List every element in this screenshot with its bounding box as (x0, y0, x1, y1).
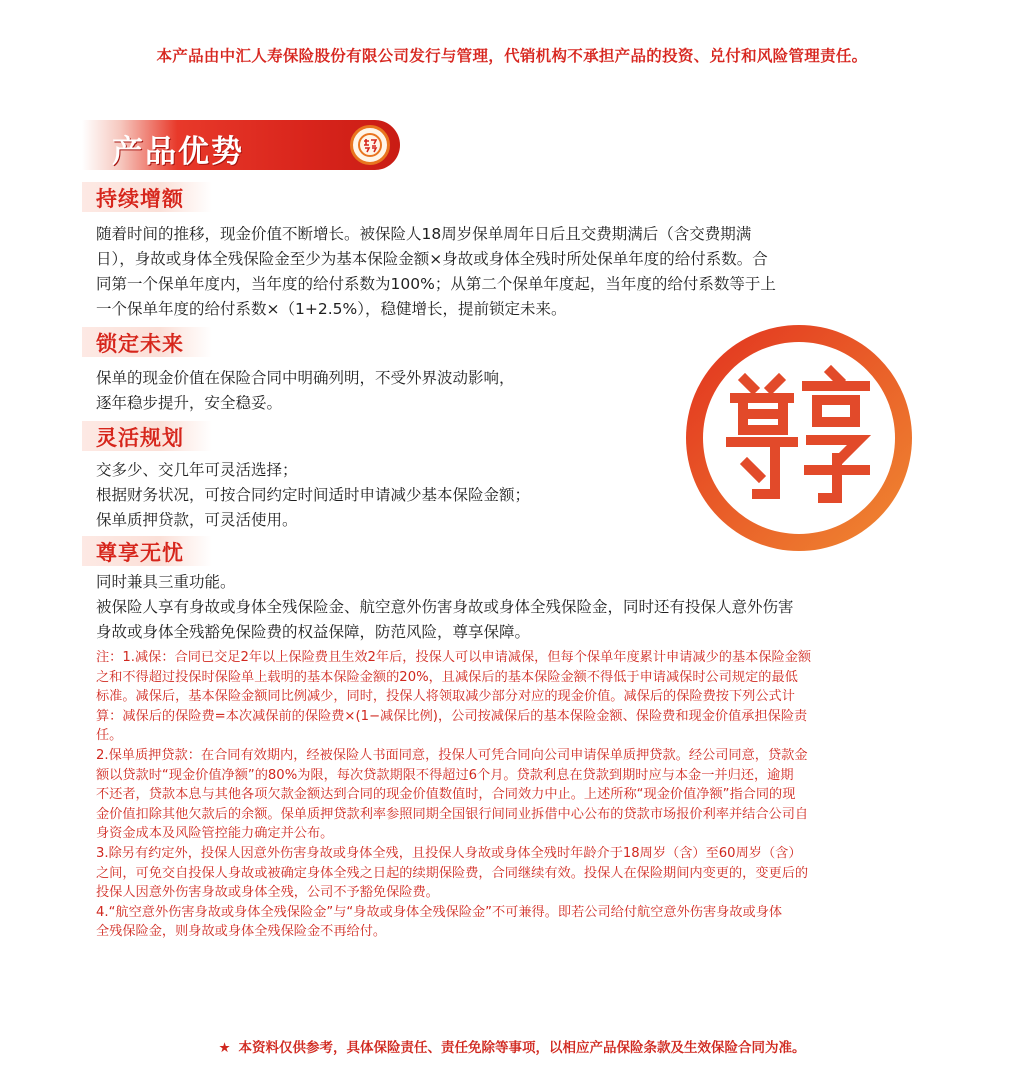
section-body-1 (96, 222, 926, 322)
text-line: 逐年稳步提升，安全稳妥。 (96, 394, 283, 412)
section-heading-3 (82, 421, 212, 451)
note-line: 额以贷款时“现金价值净额”的80%为限，每次贷款期限不得超过6个月。贷款利息在贷款到期时应与本金一并归还，逾期 (96, 767, 794, 783)
section-heading-text: 持续增额 (96, 187, 184, 211)
seal-badge-icon (350, 125, 390, 165)
text-line: 同第一个保单年度内，当年度的给付系数为100%；从第二个保单年度起，当年度的给付系数等于上 (96, 275, 776, 293)
text-line: 一个保单年度的给付系数×（1+2.5%），稳健增长，提前锁定未来。 (96, 300, 567, 318)
footer-disclaimer (0, 1036, 1024, 1056)
section-heading-1 (82, 182, 212, 212)
text-line: 身故或身体全残豁免保险费的权益保障，防范风险，尊享保障。 (96, 623, 531, 641)
section-banner (82, 120, 400, 170)
section-heading-2 (82, 327, 212, 357)
text-line: 被保险人享有身故或身体全残保险金、航空意外伤害身故或身体全残保险金，同时还有投保人意外伤害 (96, 598, 794, 616)
note-line: 3.除另有约定外，投保人因意外伤害身故或身体全残，且投保人身故或身体全残时年龄介于18周岁（含）至60周岁（含） (96, 845, 802, 861)
text-line: 随着时间的推移，现金价值不断增长。被保险人18周岁保单周年日后且交费期满后（含交费期满 (96, 225, 752, 243)
text-line: 同时兼具三重功能。 (96, 573, 236, 591)
note-line: 算：减保后的保险费=本次减保前的保险费×(1−减保比例)，公司按减保后的基本保险金额、保险费和现金价值承担保险责 (96, 708, 808, 724)
note-line: 投保人因意外伤害身故或身体全残，公司不予豁免保险费。 (96, 885, 439, 901)
section-heading-text: 尊享无忧 (96, 541, 184, 565)
star-icon: ★ (218, 1040, 231, 1056)
note-line: 全残保险金，则身故或身体全残保险金不再给付。 (96, 924, 387, 940)
note-line: 4.“航空意外伤害身故或身体全残保险金”与“身故或身体全残保险金”不可兼得。即若公司给付航空意外伤害身故或身体 (96, 904, 783, 920)
note-line: 身资金成本及风险管控能力确定并公布。 (96, 826, 334, 842)
seal-zunxiang-icon (683, 322, 915, 554)
top-disclaimer: 本产品由中汇人寿保险股份有限公司发行与管理，代销机构不承担产品的投资、兑付和风险管理责任。 (156, 47, 868, 65)
section-heading-4 (82, 536, 212, 566)
note-line: 标准。减保后，基本保险金额同比例减少，同时，投保人将领取减少部分对应的现金价值。减保后的保险费按下列公式计 (96, 689, 795, 705)
text-line: 保单质押贷款，可灵活使用。 (96, 511, 298, 529)
note-line: 之间，可免交自投保人身故或被确定身体全残之日起的续期保险费，合同继续有效。投保人在保险期间内变更的，变更后的 (96, 865, 809, 881)
section-body-4 (96, 570, 926, 645)
note-line: 注：1.减保：合同已交足2年以上保险费且生效2年后，投保人可以申请减保，但每个保单年度累计申请减少的基本保险金额 (96, 650, 812, 665)
banner-title: 产品优势 (112, 134, 244, 170)
note-line: 任。 (96, 728, 123, 744)
note-line: 2.保单质押贷款：在合同有效期内，经被保险人书面同意，投保人可凭合同向公司申请保单质押贷款。经公司同意，贷款金 (96, 747, 808, 763)
text-line: 日），身故或身体全残保险金至少为基本保险金额×身故或身体全残时所处保单年度的给付系数。合 (96, 250, 768, 268)
text-line: 保单的现金价值在保险合同中明确列明，不受外界波动影响， (96, 369, 515, 387)
note-line: 之和不得超过投保时保险单上载明的基本保险金额的20%，且减保后的基本保险金额不得低于申请减保时公司规定的最低 (96, 669, 798, 685)
section-heading-text: 锁定未来 (96, 332, 184, 356)
text-line: 根据财务状况，可按合同约定时间适时申请减少基本保险金额； (96, 486, 531, 504)
note-line: 不还者，贷款本息与其他各项欠款金额达到合同的现金价值数值时，合同效力中止。上述所称“现金价值净额”指合同的现 (96, 787, 796, 803)
notes-block (96, 648, 956, 942)
text-line: 交多少、交几年可灵活选择； (96, 461, 298, 479)
footer-text: 本资料仅供参考，具体保险责任、责任免除等事项，以相应产品保险条款及生效保险合同为准。 (238, 1040, 806, 1056)
section-heading-text: 灵活规划 (96, 426, 184, 450)
note-line: 金价值扣除其他欠款后的余额。保单质押贷款利率参照同期全国银行间同业拆借中心公布的贷款市场报价利率并结合公司自 (96, 806, 809, 822)
